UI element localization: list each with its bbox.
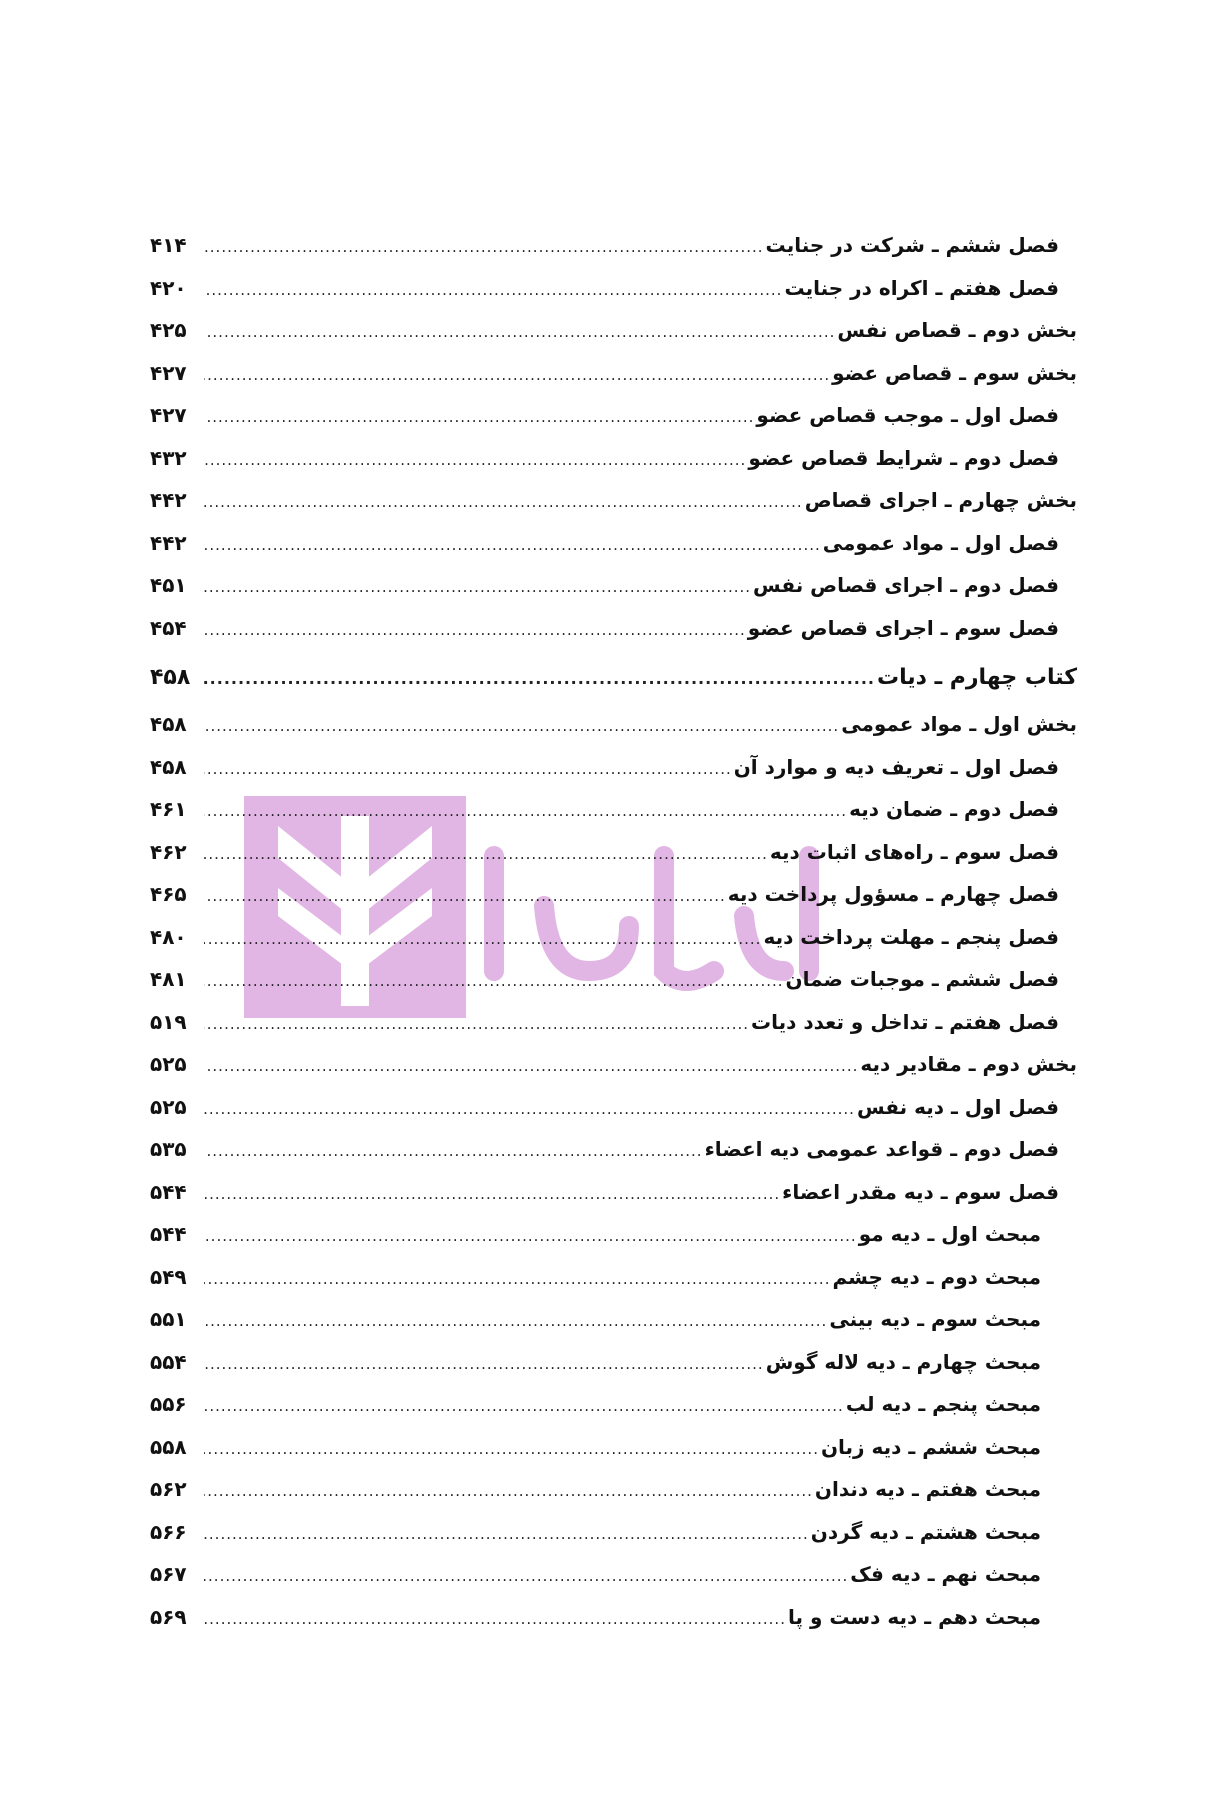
toc-entry-title: فصل اول ـ موجب قصاص عضو [756,403,1059,427]
toc-entry [150,1001,1077,1044]
toc-entry [150,1298,1077,1341]
toc-entry-page-number: ۵۵۴ [150,1349,187,1374]
dot-leader [204,396,754,439]
dot-leader [204,354,830,397]
toc-entry-page-number: ۴۲۷ [150,403,187,427]
toc-entry-page-number: ۵۴۴ [150,1222,187,1246]
toc-entry [150,958,1077,1001]
toc-entry-title: فصل اول ـ مواد عمومی [822,530,1059,555]
toc-entry-title: فصل ششم ـ شرکت در جنایت [765,233,1059,257]
dot-leader [204,1003,749,1046]
toc-entry-title: فصل دوم ـ ضمان دیه [849,797,1059,821]
dot-leader [204,1428,819,1471]
toc-entry [150,267,1077,310]
toc-entry-title: فصل ششم ـ موجبات ضمان [785,967,1059,991]
toc-entry [150,479,1077,522]
dot-leader [204,1470,813,1513]
toc-entry [150,916,1077,959]
toc-entry [150,352,1077,395]
dot-leader [204,481,803,524]
dot-leader [204,1513,809,1556]
toc-entry [150,522,1077,565]
dot-leader [204,1343,764,1386]
dot-leader [204,790,847,833]
toc-entry-page-number: ۵۶۶ [150,1519,187,1544]
toc-entry [150,788,1077,831]
toc-entry-title: مبحث دهم ـ دیه دست و پا [787,1604,1041,1629]
dot-leader [204,524,821,567]
toc-entry-page-number: ۴۲۵ [150,318,187,342]
toc-entry-title: مبحث پنجم ـ دیه لب [845,1392,1041,1416]
toc-entry-page-number: ۵۴۹ [150,1264,187,1289]
toc-entry [150,1596,1077,1639]
dot-leader [204,1555,848,1598]
toc-entry-title: مبحث هشتم ـ دیه گردن [810,1519,1041,1544]
toc-entry-page-number: ۴۴۲ [150,530,187,555]
toc-entry-page-number: ۴۵۸ [150,754,187,779]
toc-entry [150,394,1077,437]
toc-entry [150,1043,1077,1086]
toc-entry-title: بخش سوم ـ قصاص عضو [832,360,1077,385]
dot-leader [204,1300,827,1343]
toc-entry-title: فصل دوم ـ شرایط قصاص عضو [748,445,1059,470]
dot-leader [204,960,784,1003]
dot-leader [204,566,751,609]
toc-entry [150,1171,1077,1214]
toc-entry [150,1086,1077,1129]
dot-leader [204,1258,830,1301]
toc-entry [150,1128,1077,1171]
toc-entry [150,607,1077,650]
toc-entry-title: فصل پنجم ـ مهلت پرداخت دیه [763,924,1059,949]
toc-entry-page-number: ۴۵۱ [150,573,187,597]
dot-leader [204,748,732,791]
toc-entry-page-number: ۴۶۱ [150,797,187,821]
toc-entry-page-number: ۴۲۰ [150,275,187,300]
toc-entry-title: فصل هفتم ـ اکراه در جنایت [784,275,1059,300]
toc-entry-title: فصل هفتم ـ تداخل و تعدد دیات [751,1009,1059,1034]
toc-entry-title: فصل چهارم ـ مسؤول پرداخت دیه [727,882,1059,906]
toc-entry [150,1511,1077,1554]
toc-entry-title: مبحث سوم ـ دیه بینی [829,1307,1041,1331]
toc-entry-page-number: ۵۶۷ [150,1562,187,1586]
toc-entry-title: بخش دوم ـ قصاص نفس [837,318,1077,342]
toc-entry-page-number: ۵۶۲ [150,1477,187,1501]
toc-entry-title: بخش چهارم ـ اجرای قصاص [804,488,1077,512]
toc-entry-page-number: ۴۳۲ [150,445,187,470]
toc-entry-page-number: ۴۸۰ [150,924,187,949]
toc-entry-page-number: ۴۱۴ [150,233,187,257]
toc-entry [150,437,1077,480]
toc-entry-page-number: ۴۴۲ [150,488,187,512]
dot-leader [204,875,726,918]
dot-leader [204,1173,780,1216]
dot-leader [204,1045,858,1088]
toc-entry-title: مبحث اول ـ دیه مو [858,1222,1041,1246]
toc-entry-page-number: ۴۸۱ [150,967,187,991]
toc-entry-title: بخش اول ـ مواد عمومی [841,712,1077,736]
toc-entry [150,831,1077,874]
dot-leader [204,609,746,652]
dot-leader [204,439,746,482]
toc-entry-title: فصل اول ـ تعریف دیه و موارد آن [733,754,1059,779]
table-of-contents [150,224,1077,1638]
toc-entry-title: فصل سوم ـ اجرای قصاص عضو [747,615,1059,640]
toc-entry-title: فصل دوم ـ قواعد عمومی دیه اعضاء [704,1137,1059,1161]
dot-leader [204,1130,703,1173]
toc-entry [150,564,1077,607]
toc-entry [150,703,1077,746]
toc-entry-title: مبحث چهارم ـ دیه لاله گوش [765,1349,1041,1374]
dot-leader [204,1215,857,1258]
toc-entry-title: فصل دوم ـ اجرای قصاص نفس [753,573,1059,597]
toc-entry [150,1256,1077,1299]
toc-entry-title: کتاب چهارم ـ دیات [877,665,1077,690]
dot-leader [204,311,835,354]
toc-entry-title: فصل سوم ـ دیه مقدر اعضاء [782,1179,1059,1204]
toc-entry [150,653,1077,703]
toc-entry-page-number: ۵۵۱ [150,1307,187,1331]
toc-entry-page-number: ۵۴۴ [150,1179,187,1204]
toc-entry-page-number: ۴۶۲ [150,839,187,864]
toc-entry-page-number: ۵۵۸ [150,1434,187,1459]
dot-leader [204,1088,855,1131]
toc-entry-title: مبحث دوم ـ دیه چشم [832,1264,1041,1289]
toc-entry-page-number: ۵۶۹ [150,1604,187,1629]
toc-entry-page-number: ۴۵۸ [150,712,187,736]
toc-entry-title: مبحث نهم ـ دیه فک [850,1562,1041,1586]
toc-entry-page-number: ۴۵۸ [150,665,191,690]
toc-entry-page-number: ۴۵۴ [150,615,187,640]
toc-entry [150,1553,1077,1596]
toc-entry [150,1383,1077,1426]
toc-entry-page-number: ۵۲۵ [150,1052,187,1076]
toc-entry [150,1426,1077,1469]
dot-leader [204,833,768,876]
dot-leader [204,1598,786,1641]
toc-entry-title: فصل سوم ـ راه‌های اثبات دیه [769,839,1059,864]
toc-entry [150,224,1077,267]
dot-leader [204,226,764,269]
dot-leader [204,269,782,312]
toc-entry-page-number: ۴۶۵ [150,882,187,906]
toc-entry-title: مبحث هفتم ـ دیه دندان [814,1477,1041,1501]
toc-entry-title: مبحث ششم ـ دیه زبان [820,1434,1041,1459]
toc-entry-page-number: ۴۲۷ [150,360,187,385]
toc-entry-page-number: ۵۵۶ [150,1392,187,1416]
toc-entry-page-number: ۵۳۵ [150,1137,187,1161]
toc-entry-page-number: ۵۱۹ [150,1009,187,1034]
toc-entry [150,309,1077,352]
dot-leader [204,705,839,748]
toc-entry [150,746,1077,789]
dot-leader [204,1385,844,1428]
dot-leader [204,918,761,961]
toc-entry [150,1213,1077,1256]
toc-entry [150,1468,1077,1511]
toc-entry-title: فصل اول ـ دیه نفس [856,1094,1059,1119]
toc-entry-page-number: ۵۲۵ [150,1094,187,1119]
toc-entry [150,1341,1077,1384]
toc-entry [150,873,1077,916]
dot-leader [204,654,875,704]
toc-entry-title: بخش دوم ـ مقادیر دیه [860,1052,1077,1076]
